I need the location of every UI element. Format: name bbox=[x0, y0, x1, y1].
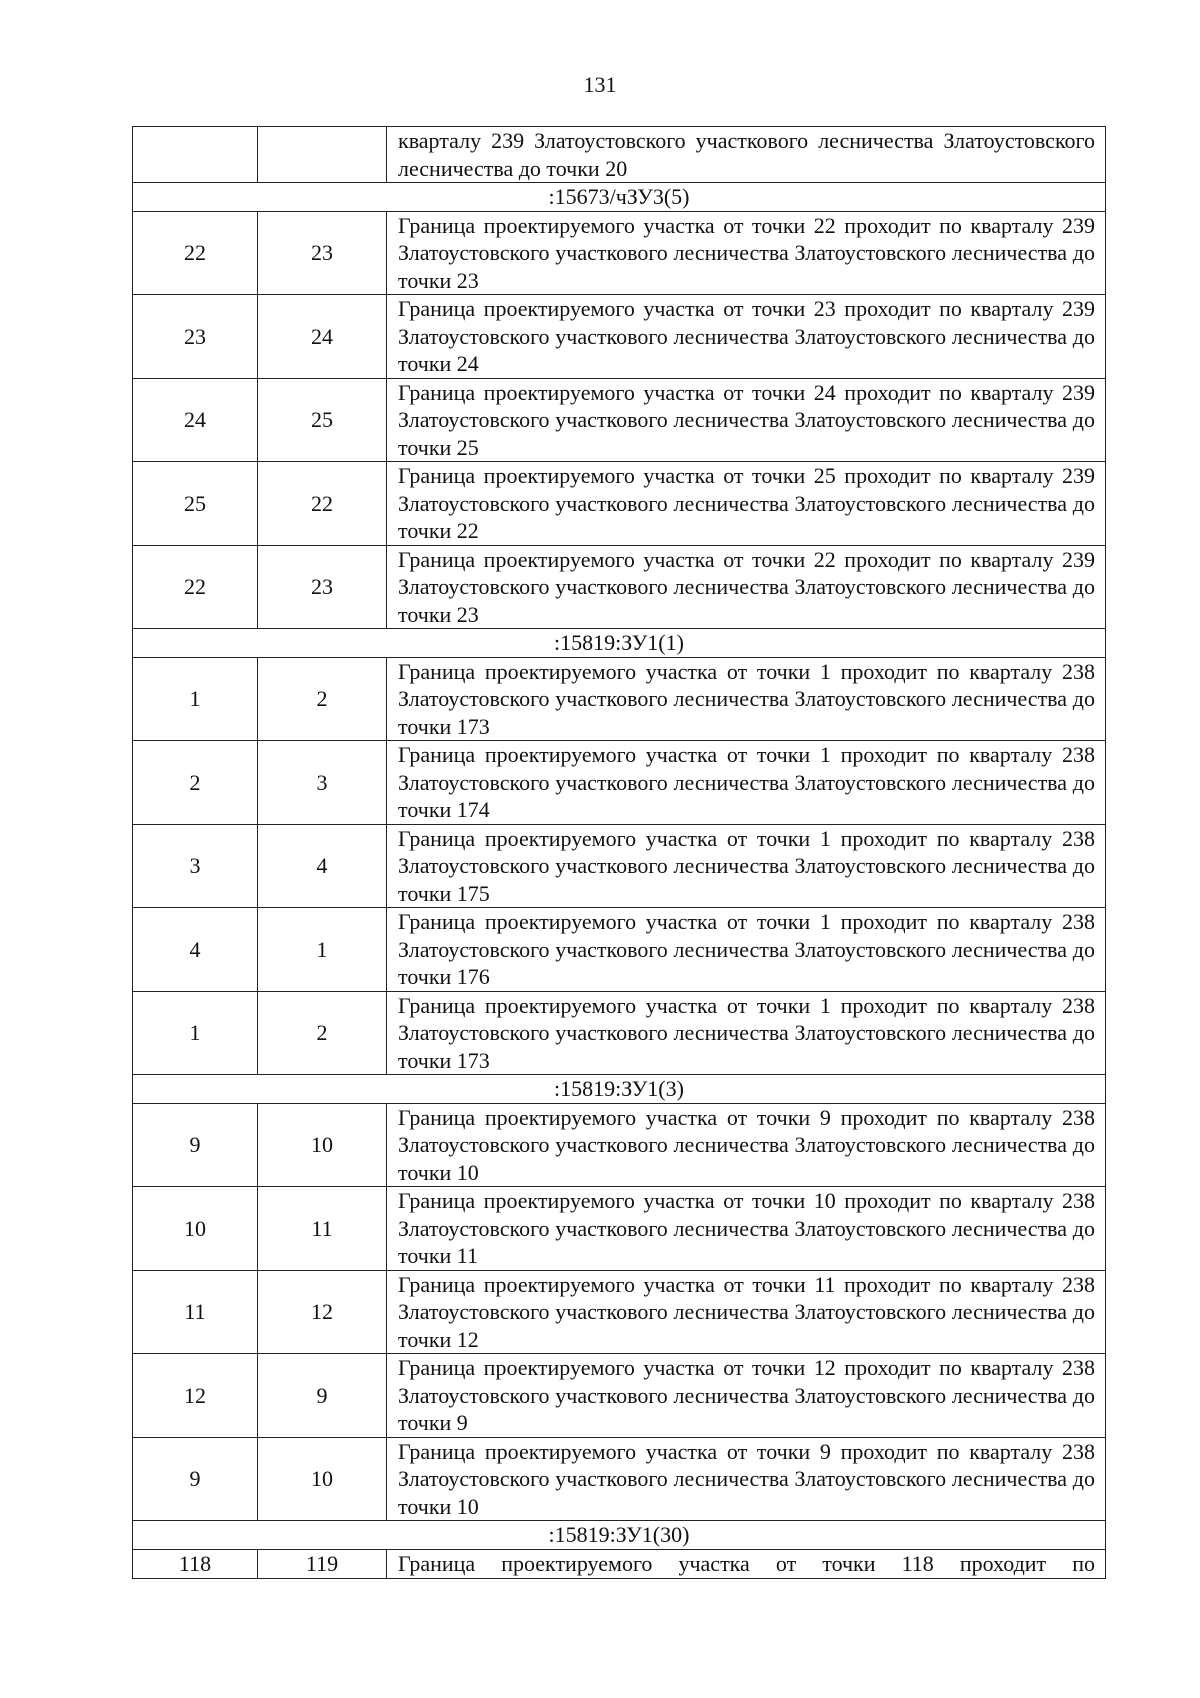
table-row bbox=[133, 1187, 1106, 1271]
point-to-cell: 119 bbox=[258, 1549, 387, 1578]
section-header-row bbox=[133, 1075, 1106, 1104]
point-to-cell: 23 bbox=[258, 211, 387, 295]
boundary-description-cell: Граница проектируемого участка от точки 23 проходит по кварталу 239 Златоустовского участкового лесничества Златоустовского лесничества до точки 24 bbox=[387, 295, 1106, 379]
boundary-description-cell: Граница проектируемого участка от точки 24 проходит по кварталу 239 Златоустовского участкового лесничества Златоустовского лесничества до точки 25 bbox=[387, 378, 1106, 462]
section-header-row bbox=[133, 183, 1106, 212]
point-to-cell: 1 bbox=[258, 908, 387, 992]
point-from-cell: 25 bbox=[133, 462, 258, 546]
table-row bbox=[133, 378, 1106, 462]
point-to-cell: 22 bbox=[258, 462, 387, 546]
point-to-cell: 9 bbox=[258, 1354, 387, 1438]
point-from-cell: 22 bbox=[133, 211, 258, 295]
table-row bbox=[133, 1270, 1106, 1354]
table-row bbox=[133, 1437, 1106, 1521]
point-to-cell: 2 bbox=[258, 991, 387, 1075]
point-from-cell: 10 bbox=[133, 1187, 258, 1271]
point-from-cell: 12 bbox=[133, 1354, 258, 1438]
point-to-cell: 11 bbox=[258, 1187, 387, 1271]
point-to-cell: 24 bbox=[258, 295, 387, 379]
boundary-description-cell: Граница проектируемого участка от точки 1 проходит по кварталу 238 Златоустовского участкового лесничества Златоустовского лесничества до точки 174 bbox=[387, 741, 1106, 825]
point-to-cell: 12 bbox=[258, 1270, 387, 1354]
point-from-cell: 2 bbox=[133, 741, 258, 825]
boundary-description-cell: кварталу 239 Златоустовского участкового лесничества Златоустовского лесничества до точки 20 bbox=[387, 127, 1106, 183]
point-to-cell: 10 bbox=[258, 1437, 387, 1521]
boundary-description-cell: Граница проектируемого участка от точки 1 проходит по кварталу 238 Златоустовского участкового лесничества Златоустовского лесничества до точки 173 bbox=[387, 657, 1106, 741]
table-row bbox=[133, 1354, 1106, 1438]
boundary-description-cell: Граница проектируемого участка от точки 1 проходит по кварталу 238 Златоустовского участкового лесничества Златоустовского лесничества до точки 176 bbox=[387, 908, 1106, 992]
table-row bbox=[133, 908, 1106, 992]
section-header-row bbox=[133, 1521, 1106, 1550]
point-from-cell: 1 bbox=[133, 657, 258, 741]
table-row bbox=[133, 741, 1106, 825]
point-from-cell: 23 bbox=[133, 295, 258, 379]
table-row-continuation bbox=[133, 127, 1106, 183]
point-to-cell: 25 bbox=[258, 378, 387, 462]
table-row bbox=[133, 1549, 1106, 1578]
boundary-description-cell: Граница проектируемого участка от точки 1 проходит по кварталу 238 Златоустовского участкового лесничества Златоустовского лесничества до точки 173 bbox=[387, 991, 1106, 1075]
boundary-description-cell: Граница проектируемого участка от точки 22 проходит по кварталу 239 Златоустовского участкового лесничества Златоустовского лесничества до точки 23 bbox=[387, 211, 1106, 295]
point-from-cell: 1 bbox=[133, 991, 258, 1075]
table-row bbox=[133, 295, 1106, 379]
boundary-description-cell: Граница проектируемого участка от точки 9 проходит по кварталу 238 Златоустовского участкового лесничества Златоустовского лесничества до точки 10 bbox=[387, 1437, 1106, 1521]
section-title: :15819:ЗУ1(3) bbox=[133, 1075, 1106, 1104]
point-to-cell: 2 bbox=[258, 657, 387, 741]
table-row bbox=[133, 211, 1106, 295]
boundary-description-cell: Граница проектируемого участка от точки 12 проходит по кварталу 238 Златоустовского участкового лесничества Златоустовского лесничества до точки 9 bbox=[387, 1354, 1106, 1438]
point-to-cell: 4 bbox=[258, 824, 387, 908]
boundary-description-cell: Граница проектируемого участка от точки 118 проходит по bbox=[387, 1549, 1106, 1578]
boundary-table-body bbox=[133, 127, 1106, 1579]
page-number: 131 bbox=[583, 72, 617, 97]
point-from-cell: 9 bbox=[133, 1103, 258, 1187]
boundary-description-cell: Граница проектируемого участка от точки 10 проходит по кварталу 238 Златоустовского участкового лесничества Златоустовского лесничества до точки 11 bbox=[387, 1187, 1106, 1271]
table-row bbox=[133, 462, 1106, 546]
boundary-description-cell: Граница проектируемого участка от точки 9 проходит по кварталу 238 Златоустовского участкового лесничества Златоустовского лесничества до точки 10 bbox=[387, 1103, 1106, 1187]
section-title: :15819:ЗУ1(30) bbox=[133, 1521, 1106, 1550]
point-from-cell: 22 bbox=[133, 545, 258, 629]
table-row bbox=[133, 824, 1106, 908]
table-row bbox=[133, 545, 1106, 629]
section-header-row bbox=[133, 629, 1106, 658]
point-from-cell: 24 bbox=[133, 378, 258, 462]
point-to-cell: 10 bbox=[258, 1103, 387, 1187]
point-from-cell bbox=[133, 127, 258, 183]
boundary-description-cell: Граница проектируемого участка от точки 22 проходит по кварталу 239 Златоустовского участкового лесничества Златоустовского лесничества до точки 23 bbox=[387, 545, 1106, 629]
point-from-cell: 9 bbox=[133, 1437, 258, 1521]
boundary-description-cell: Граница проектируемого участка от точки 11 проходит по кварталу 238 Златоустовского участкового лесничества Златоустовского лесничества до точки 12 bbox=[387, 1270, 1106, 1354]
point-from-cell: 4 bbox=[133, 908, 258, 992]
point-to-cell: 23 bbox=[258, 545, 387, 629]
point-from-cell: 3 bbox=[133, 824, 258, 908]
table-row bbox=[133, 657, 1106, 741]
section-title: :15673/чЗУ3(5) bbox=[133, 183, 1106, 212]
point-from-cell: 11 bbox=[133, 1270, 258, 1354]
point-to-cell: 3 bbox=[258, 741, 387, 825]
point-from-cell: 118 bbox=[133, 1549, 258, 1578]
table-row bbox=[133, 1103, 1106, 1187]
boundary-description-cell: Граница проектируемого участка от точки 25 проходит по кварталу 239 Златоустовского участкового лесничества Златоустовского лесничества до точки 22 bbox=[387, 462, 1106, 546]
boundary-table bbox=[132, 126, 1106, 1579]
point-to-cell bbox=[258, 127, 387, 183]
section-title: :15819:ЗУ1(1) bbox=[133, 629, 1106, 658]
table-row bbox=[133, 991, 1106, 1075]
boundary-description-cell: Граница проектируемого участка от точки 1 проходит по кварталу 238 Златоустовского участкового лесничества Златоустовского лесничества до точки 175 bbox=[387, 824, 1106, 908]
